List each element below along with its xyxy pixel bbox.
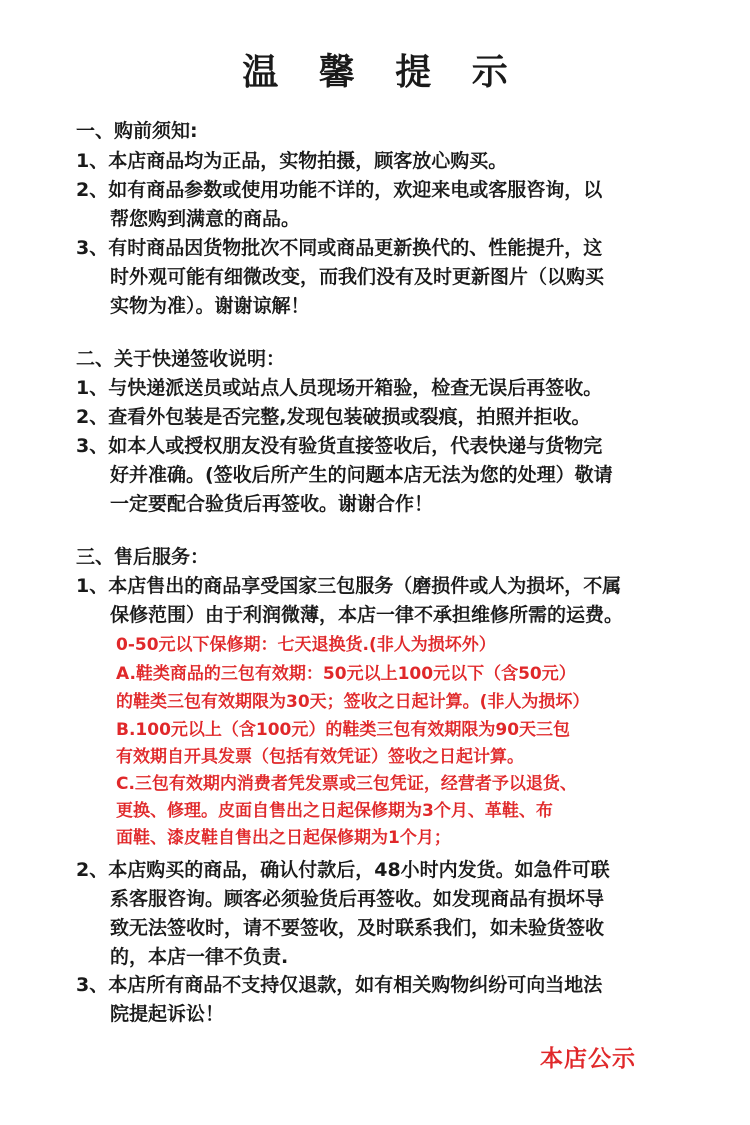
section3-heading: 三、售后服务： [76,546,210,568]
warranty-red-line: 0-50元以下保修期：七天退换货.(非人为损坏外） [116,635,496,655]
section3-line: 院提起诉讼！ [110,1003,225,1025]
section1-line: 2、如有商品参数或使用功能不详的，欢迎来电或客服咨询，以 [76,179,603,201]
section3-line: 保修范围）由于利润微薄，本店一律不承担维修所需的运费。 [110,604,624,626]
section3-line: 2、本店购买的商品，确认付款后，48小时内发货。如急件可联 [76,859,610,881]
warranty-red-line: B.100元以上（含100元）的鞋类三包有效期限为90天三包 [116,720,571,740]
section1-heading: 一、购前须知: [76,120,198,142]
warranty-red-line: 更换、修理。皮面自售出之日起保修期为3个月、革鞋、布 [116,801,553,821]
section2-line: 好并准确。(签收后所产生的问题本店无法为您的处理）敬请 [110,464,613,486]
section1-line: 帮您购到满意的商品。 [110,208,301,230]
section1-line: 1、本店商品均为正品，实物拍摄，顾客放心购买。 [76,150,508,172]
section2-heading: 二、关于快递签收说明： [76,348,286,370]
section3-line: 3、本店所有商品不支持仅退款，如有相关购物纠纷可向当地法 [76,974,603,996]
section2-line: 2、查看外包装是否完整,发现包装破损或裂痕，拍照并拒收。 [76,406,591,428]
section2-line: 1、与快递派送员或站点人员现场开箱验，检查无误后再签收。 [76,377,603,399]
section3-line: 1、本店售出的商品享受国家三包服务（磨损件或人为损坏，不属 [76,575,622,597]
warranty-red-line: 有效期自开具发票（包括有效凭证）签收之日起计算。 [116,747,524,767]
section1-line: 时外观可能有细微改变，而我们没有及时更新图片（以购买 [110,266,605,288]
section2-line: 一定要配合验货后再签收。谢谢合作！ [110,493,434,515]
warranty-red-line: 面鞋、漆皮鞋自售出之日起保修期为1个月； [116,828,451,848]
section2-line: 3、如本人或授权朋友没有验货直接签收后，代表快递与货物完 [76,435,603,457]
warranty-red-line: C.三包有效期内消费者凭发票或三包凭证，经营者予以退货、 [116,774,577,794]
store-notice-signature: 本店公示 [540,1046,636,1072]
page-title: 温 馨 提 示 [242,52,522,93]
section1-line: 实物为准）。谢谢谅解！ [110,295,310,317]
warranty-red-line: 的鞋类三包有效期限为30天；签收之日起计算。(非人为损坏） [116,692,590,712]
section3-line: 系客服咨询。顾客必须验货后再签收。如发现商品有损坏导 [110,888,605,910]
section1-line: 3、有时商品因货物批次不同或商品更新换代的、性能提升，这 [76,237,603,259]
section3-line: 致无法签收时，请不要签收，及时联系我们，如未验货签收 [110,917,605,939]
section3-line: 的，本店一律不负责. [110,946,289,968]
warranty-red-line: A.鞋类商品的三包有效期：50元以上100元以下（含50元） [116,664,576,684]
